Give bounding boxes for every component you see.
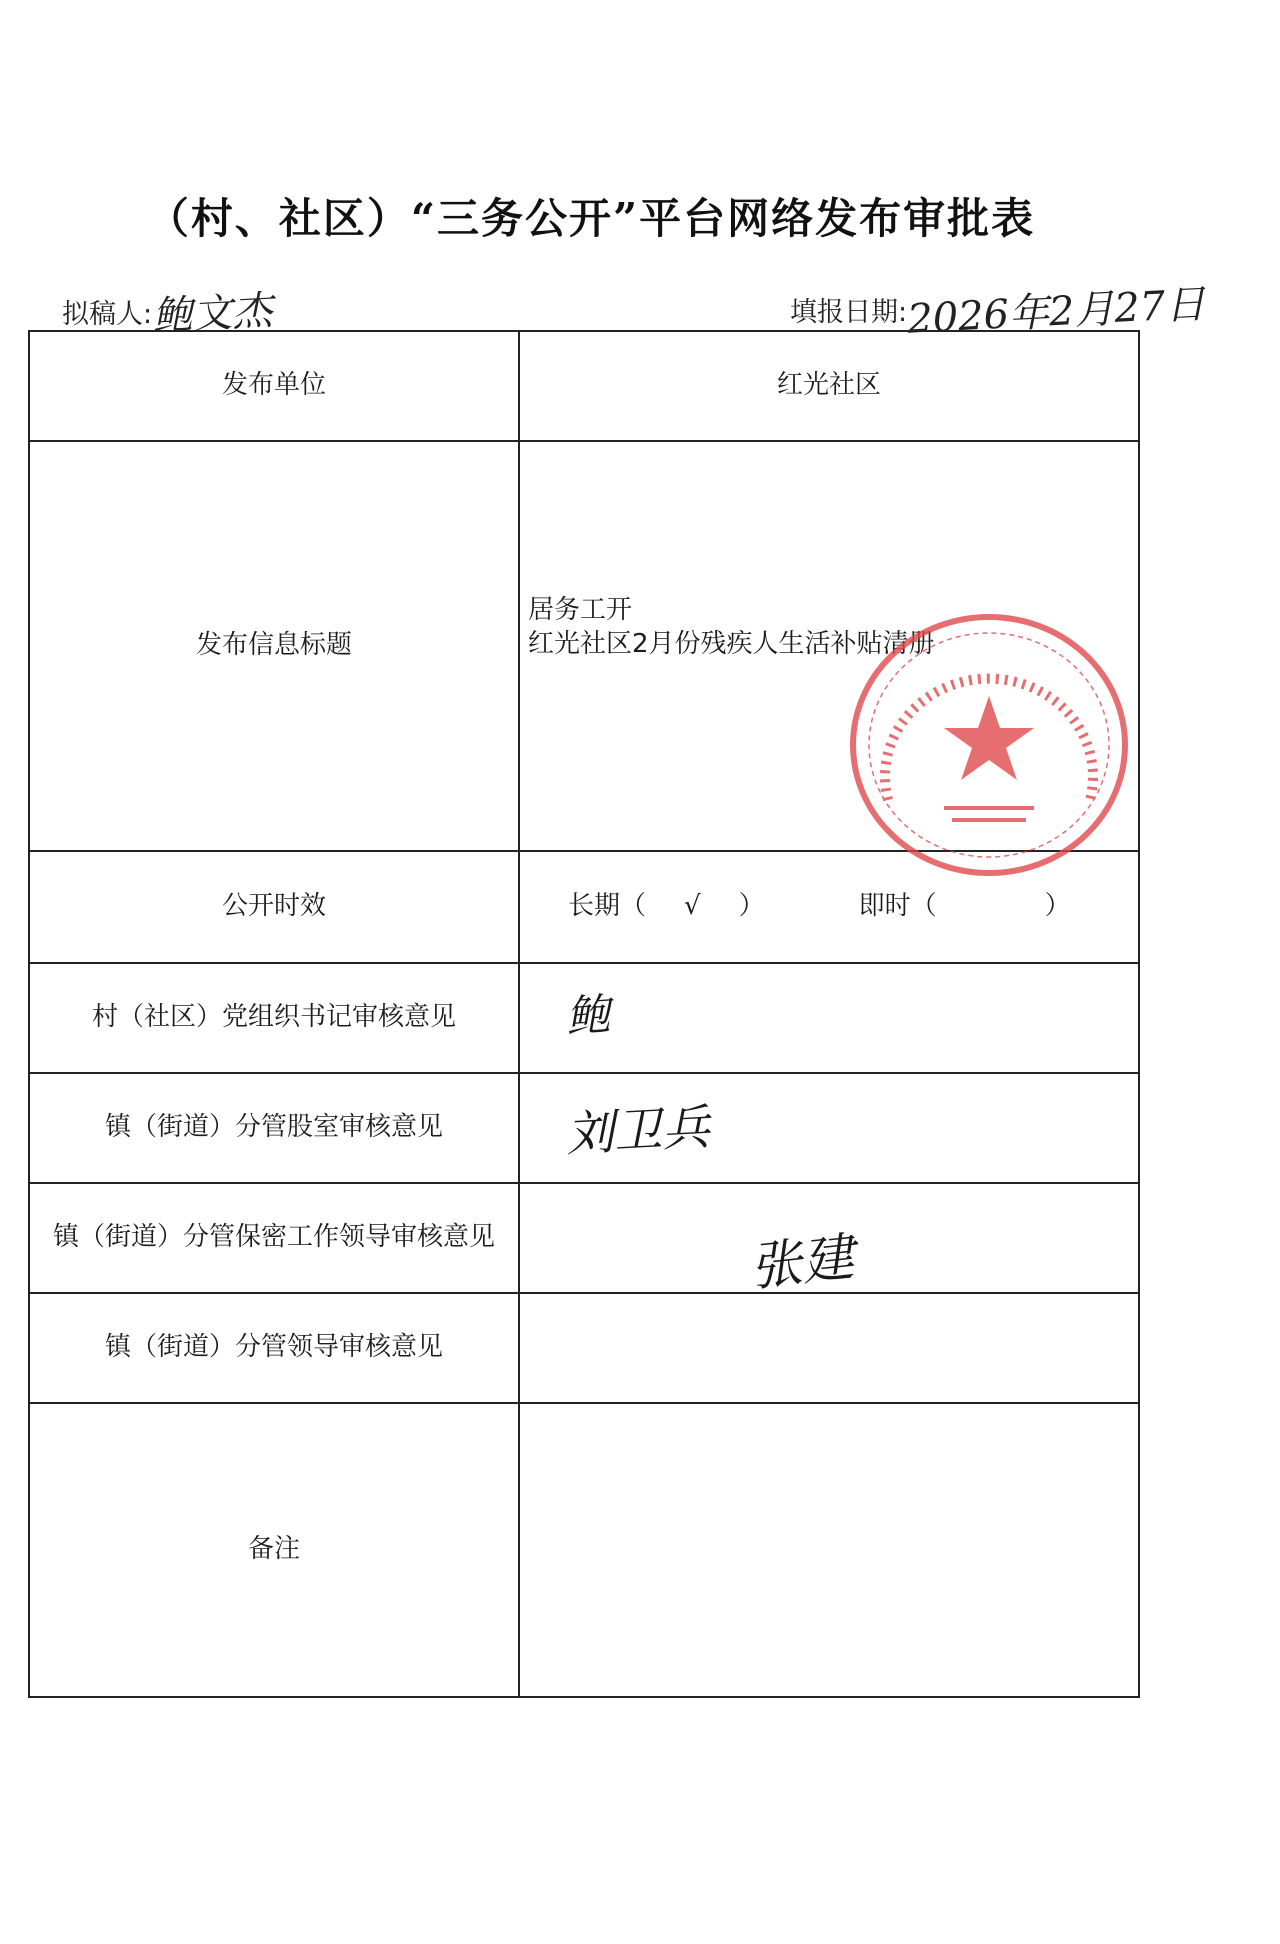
remarks-value: [519, 1403, 1139, 1697]
row-info-title: [29, 441, 1139, 851]
row-party-secretary: [29, 963, 1139, 1073]
fill-date-value: 2026年2月27日: [906, 281, 1207, 343]
approval-table: [28, 330, 1140, 1698]
info-title-line1: 居务工开: [528, 595, 633, 626]
row-timing: [29, 851, 1139, 963]
row-publisher: [29, 331, 1139, 441]
long-term-label: 长期（: [568, 891, 647, 922]
long-term-close: ）: [738, 891, 765, 922]
remarks-label: 备注: [29, 1403, 519, 1697]
security-leader-label: 镇（街道）分管保密工作领导审核意见: [29, 1183, 519, 1293]
publisher-value: 红光社区: [519, 331, 1139, 441]
timing-value: [519, 851, 1139, 963]
form-title: （村、社区）“三务公开”平台网络发布审批表: [146, 194, 1036, 243]
party-secretary-value: [519, 963, 1139, 1073]
fill-date-line: [790, 280, 1207, 343]
fill-date-label: 填报日期:: [790, 297, 908, 328]
party-secretary-signature: 鲍: [564, 989, 612, 1044]
row-leader: [29, 1293, 1139, 1403]
immediate-label: 即时（: [858, 891, 937, 922]
drafter-signature: 鲍文杰: [151, 287, 274, 341]
publisher-label: 发布单位: [29, 331, 519, 441]
long-term-checkmark: √: [684, 891, 701, 922]
immediate-option: [859, 890, 1071, 924]
long-term-option: [568, 890, 765, 924]
timing-label: 公开时效: [29, 851, 519, 963]
row-remarks: [29, 1403, 1139, 1697]
row-security-leader: [29, 1183, 1139, 1293]
division-value: [519, 1073, 1139, 1183]
drafter-label: 拟稿人:: [62, 299, 153, 330]
immediate-close: ）: [1044, 891, 1071, 922]
row-division: [29, 1073, 1139, 1183]
leader-value: [519, 1293, 1139, 1403]
party-secretary-label: 村（社区）党组织书记审核意见: [29, 963, 519, 1073]
division-label: 镇（街道）分管股室审核意见: [29, 1073, 519, 1183]
leader-label: 镇（街道）分管领导审核意见: [29, 1293, 519, 1403]
security-leader-signature: 张建: [747, 1227, 857, 1299]
info-title-label: 发布信息标题: [29, 441, 519, 851]
security-leader-value: [519, 1183, 1139, 1299]
division-signature: 刘卫兵: [564, 1099, 712, 1163]
info-title-value: [519, 441, 1139, 851]
info-title-line2: 红光社区2月份残疾人生活补贴清册: [528, 629, 935, 659]
